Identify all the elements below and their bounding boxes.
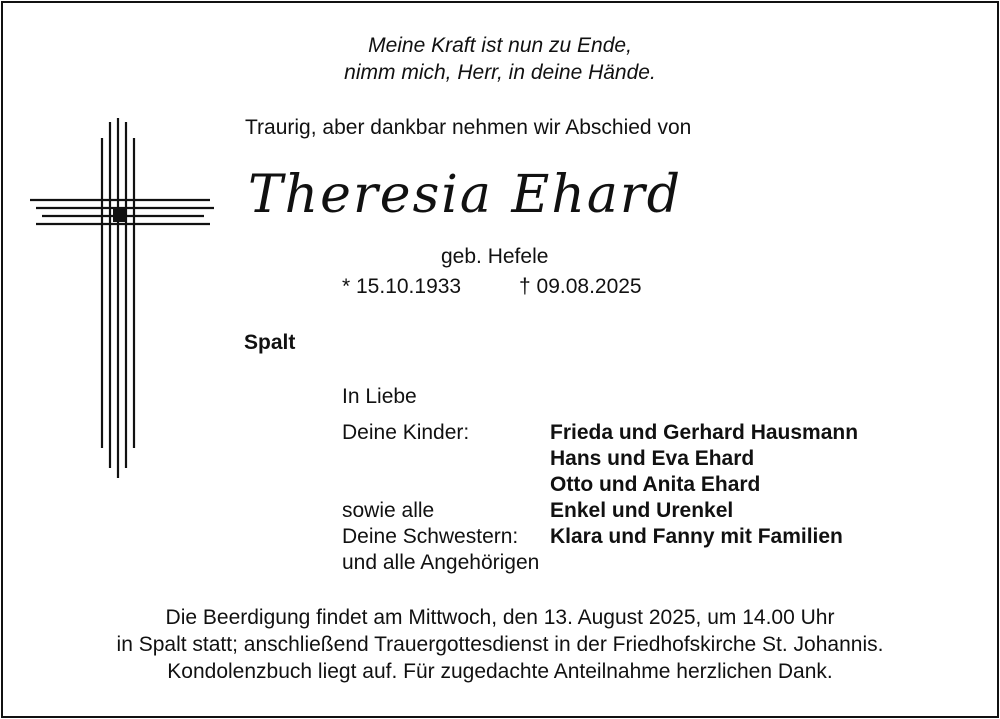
maiden-name: geb. Hefele bbox=[441, 245, 549, 268]
sisters-label: Deine Schwestern: bbox=[342, 525, 519, 548]
funeral-line-2: in Spalt statt; anschließend Trauergottesdienst in der Friedhofskirche St. Johannis. bbox=[116, 633, 884, 656]
grandchildren-label: sowie alle bbox=[342, 499, 435, 522]
child-name: Frieda und Gerhard Hausmann bbox=[550, 421, 859, 444]
cross-icon bbox=[30, 118, 214, 478]
birth-date: * 15.10.1933 bbox=[342, 275, 462, 298]
mourners-opening: In Liebe bbox=[342, 385, 417, 408]
funeral-line-3: Kondolenzbuch liegt auf. Für zugedachte Anteilnahme herzlichen Dank. bbox=[167, 660, 833, 683]
sisters-names: Klara und Fanny mit Familien bbox=[550, 525, 843, 548]
deceased-name: Theresia Ehard bbox=[248, 165, 683, 225]
funeral-line-1: Die Beerdigung findet am Mittwoch, den 13. August 2025, um 14.00 Uhr bbox=[165, 606, 835, 629]
mourners-closing: und alle Angehörigen bbox=[342, 551, 540, 574]
child-name: Otto und Anita Ehard bbox=[550, 473, 761, 496]
death-date: † 09.08.2025 bbox=[519, 275, 642, 298]
verse-line-1: Meine Kraft ist nun zu Ende, bbox=[368, 34, 632, 57]
grandchildren-names: Enkel und Urenkel bbox=[550, 499, 734, 522]
child-name: Hans und Eva Ehard bbox=[550, 447, 755, 470]
verse-line-2: nimm mich, Herr, in deine Hände. bbox=[344, 61, 656, 84]
intro-text: Traurig, aber dankbar nehmen wir Abschied von bbox=[245, 116, 692, 139]
place: Spalt bbox=[244, 331, 296, 354]
children-label: Deine Kinder: bbox=[342, 421, 470, 444]
